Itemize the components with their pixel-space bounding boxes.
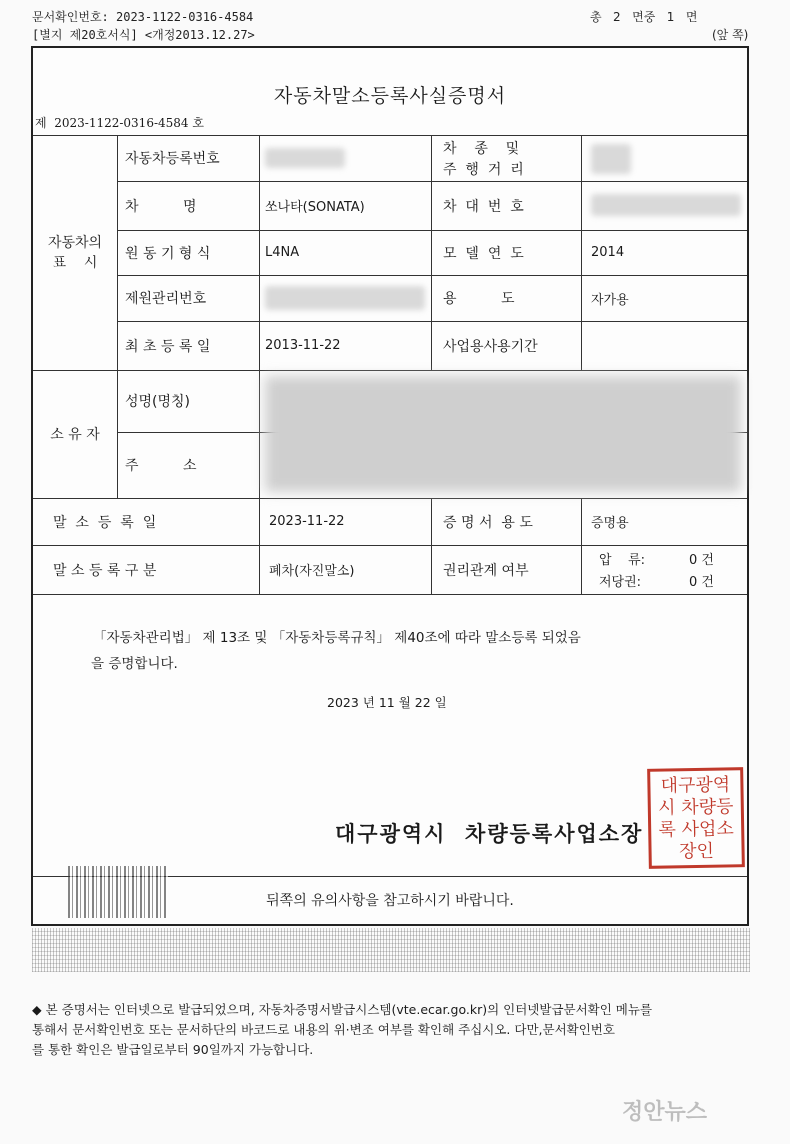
type-mileage-label: 차 종 및 — [443, 141, 520, 157]
footer-line: 를 통한 확인은 발급일로부터 90일까지 가능합니다. — [32, 1042, 314, 1057]
redacted-reg-no — [265, 148, 345, 168]
document-number: 제 2023-1122-0316-4584 호 — [35, 116, 204, 130]
spec-no-label: 제원관리번호 — [125, 291, 207, 307]
certificate-page — [31, 46, 749, 926]
purpose-value: 증명용 — [591, 516, 629, 531]
issuer-name: 대구광역시 차량등록사업소장 — [335, 822, 644, 846]
first-reg-value: 2013-11-22 — [265, 338, 341, 353]
divider — [431, 498, 432, 594]
redacted-owner-info — [265, 376, 741, 492]
purpose-label: 증 명 서 용 도 — [443, 514, 533, 531]
footer-line: 통해서 문서확인번호 또는 문서하단의 바코드로 내용의 위·변조 여부를 확인해 주십시오. 다만,문서확인번호 — [32, 1022, 615, 1037]
reg-no-label: 자동차등록번호 — [125, 151, 220, 167]
use-label: 용 도 — [443, 291, 515, 307]
form-label: [별지 제20호서식] <개정2013.12.27> — [32, 28, 255, 42]
engine-label: 원 동 기 형 식 — [125, 245, 211, 262]
dereg-type-label: 말 소 등 록 구 분 — [53, 562, 157, 579]
divider — [117, 135, 118, 498]
model-year-label: 모 델 연 도 — [443, 245, 524, 262]
page-side: (앞 쪽) — [712, 28, 749, 42]
watermark-logo: 정안뉴스 — [622, 1100, 708, 1125]
statement-line: 「자동차관리법」 제 13조 및 「자동차등록규칙」 제40조에 따라 말소등록 되었음 — [93, 630, 581, 646]
dereg-date-value: 2023-11-22 — [269, 514, 345, 529]
car-name-label: 차 명 — [125, 198, 197, 215]
security-pattern — [32, 928, 750, 972]
mortgage-label: 저당권: — [599, 574, 642, 590]
seizure-label: 압 류: — [599, 552, 646, 568]
issue-date: 2023 년 11 월 22 일 — [327, 695, 447, 710]
doc-check-number: 문서확인번호: 2023-1122-0316-4584 — [32, 10, 254, 24]
owner-name-label: 성명(명칭) — [125, 394, 191, 410]
business-period-label: 사업용사용기간 — [443, 338, 538, 355]
seizure-value: 0 건 — [689, 552, 714, 568]
footer-line: ◆ 본 증명서는 인터넷으로 발급되었으며, 자동차증명서발급시스템(vte.ecar.go.kr)의 인터넷발급문서확인 메뉴를 — [32, 1002, 653, 1017]
redacted-vin — [591, 194, 741, 216]
vehicle-section-label: 자동차의 표 시 — [47, 234, 103, 271]
vin-label: 차 대 번 호 — [443, 198, 524, 215]
type-mileage-label: 주 행 거 리 — [443, 162, 524, 178]
dereg-type-value: 폐차(자진말소) — [269, 564, 355, 579]
car-name-value: 쏘나타(SONATA) — [265, 200, 365, 215]
redacted-spec-no — [265, 286, 425, 310]
rights-label: 권리관계 여부 — [443, 562, 529, 579]
divider — [581, 498, 582, 594]
statement-line: 을 증명합니다. — [91, 656, 178, 672]
owner-section-label: 소 유 자 — [50, 427, 100, 443]
page-count: 총 2 면중 1 면 — [590, 10, 698, 24]
use-value: 자가용 — [591, 292, 629, 308]
notice-text: 뒤쪽의 유의사항을 참고하시기 바랍니다. — [266, 893, 514, 909]
document-title: 자동차말소등록사실증명서 — [273, 85, 507, 107]
divider — [431, 135, 432, 370]
footer-notice — [32, 1000, 752, 1060]
first-reg-label: 최 초 등 록 일 — [125, 338, 211, 355]
official-seal: 대구광역시 차량등록 사업소장인 — [647, 767, 745, 869]
owner-address-label: 주 소 — [125, 458, 197, 474]
divider — [581, 135, 582, 370]
dereg-date-label: 말 소 등 록 일 — [53, 514, 157, 531]
mortgage-value: 0 건 — [689, 574, 714, 590]
divider — [259, 135, 260, 594]
redacted-type — [591, 144, 631, 174]
divider — [33, 594, 747, 595]
engine-value: L4NA — [265, 245, 300, 260]
model-year-value: 2014 — [591, 245, 625, 260]
